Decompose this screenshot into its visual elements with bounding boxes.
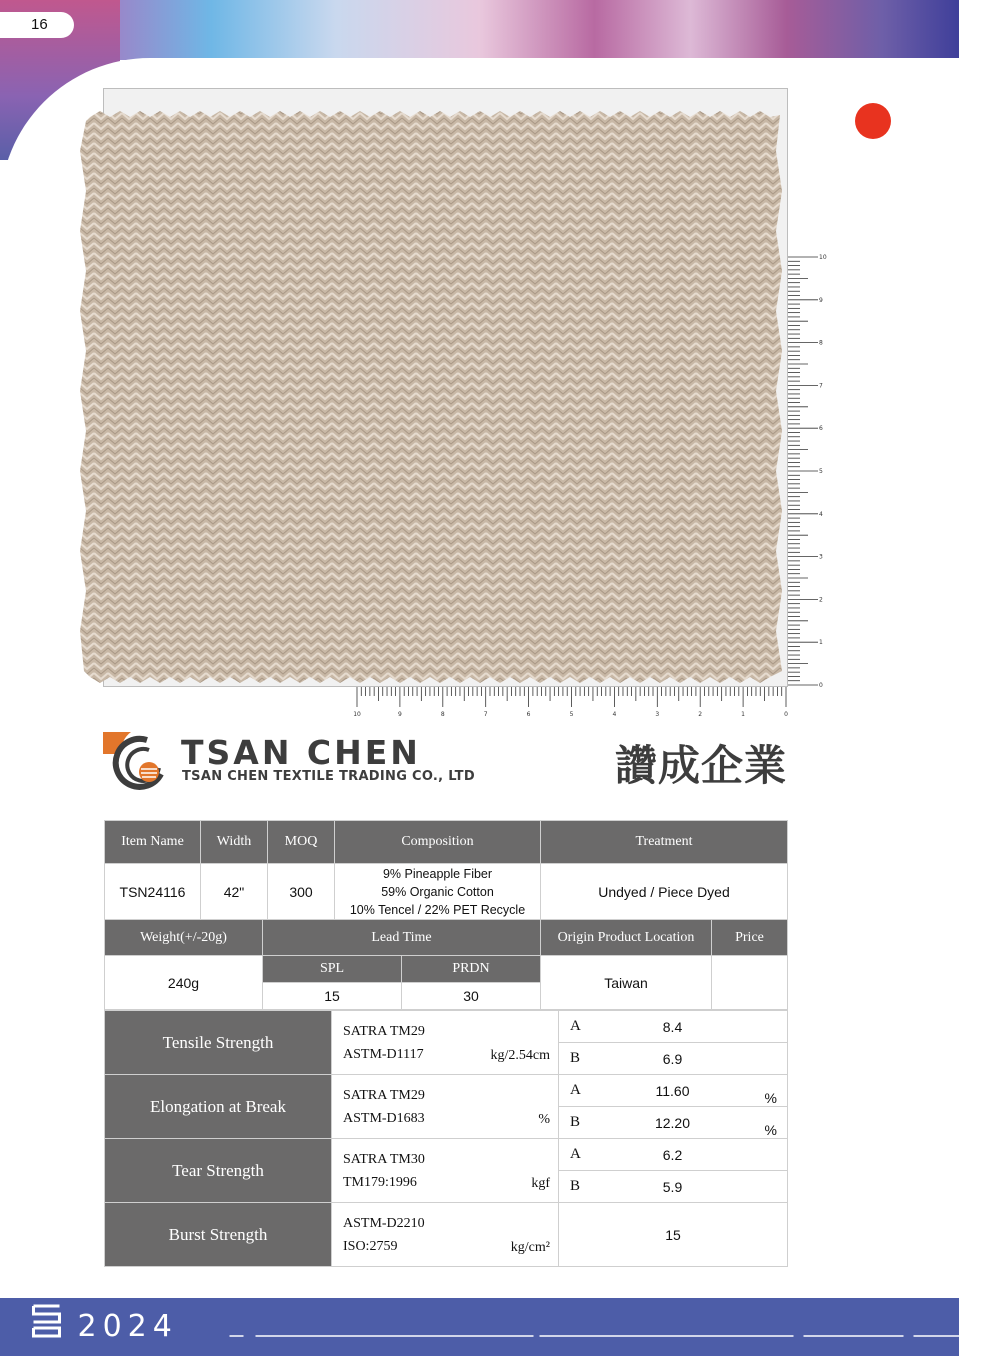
method-line-2: ASTM-D1117: [343, 1046, 424, 1062]
composition-value: [335, 864, 541, 920]
ruler-label: 0: [784, 711, 788, 718]
color-swatch-dot: [855, 103, 891, 139]
ruler-label: 5: [569, 711, 574, 718]
ruler-label: 10: [819, 254, 827, 261]
horizontal-ruler: [355, 686, 789, 722]
direction-b-value: 5.9: [588, 1171, 758, 1203]
test-unit: %: [538, 1111, 550, 1127]
direction-b-label: B: [559, 1043, 588, 1075]
direction-b-unit: [758, 1043, 788, 1075]
test-method-tensile: [332, 1011, 559, 1075]
top-gradient-band: [0, 0, 959, 60]
header-treatment: Treatment: [541, 821, 788, 864]
moq-value: 300: [268, 864, 335, 920]
footer-year-logo: [22, 1300, 982, 1346]
method-line-2: TM179:1996: [343, 1174, 417, 1190]
test-name-elongation: Elongation at Break: [105, 1075, 332, 1139]
header-weight: Weight(+/-20g): [105, 920, 263, 956]
footer-year: 2024: [77, 1309, 178, 1344]
spl-value: 15: [263, 983, 402, 1010]
header-spl: SPL: [263, 956, 402, 983]
ruler-label: 5: [819, 468, 823, 475]
header-composition: Composition: [335, 821, 541, 864]
composition-line-3: 10% Tencel / 22% PET Recycle: [349, 902, 526, 917]
ruler-label: 4: [819, 510, 823, 518]
header-price: Price: [712, 920, 788, 956]
direction-a-unit: [758, 1139, 788, 1171]
test-name-burst: Burst Strength: [105, 1203, 332, 1267]
page-number: 16: [31, 16, 48, 33]
direction-a-value: 8.4: [588, 1011, 758, 1043]
company-logo: [103, 732, 167, 790]
spec-table-main: [104, 820, 788, 920]
origin-value: Taiwan: [541, 956, 712, 1010]
ruler-label: 8: [440, 711, 445, 718]
ruler-label: 7: [483, 711, 488, 718]
direction-a-label: A: [559, 1011, 588, 1043]
test-results-table: [104, 1010, 788, 1267]
test-method-burst: [332, 1203, 559, 1267]
method-line-1: SATRA TM29: [343, 1023, 425, 1039]
header-item-name: Item Name: [105, 821, 201, 864]
vertical-ruler: [788, 255, 828, 687]
company-name: TSAN CHEN TEXTILE TRADING CO., LTD: [182, 769, 475, 784]
ruler-label: 9: [397, 711, 402, 718]
test-method-tear: [332, 1139, 559, 1203]
prdn-value: 30: [402, 983, 541, 1010]
ruler-label: 7: [819, 382, 823, 390]
price-value: [712, 956, 788, 1010]
width-value: 42": [201, 864, 268, 920]
ruler-label: 1: [741, 711, 746, 718]
ruler-label: 8: [819, 339, 823, 347]
ruler-label: 10: [353, 711, 361, 718]
direction-b-value: 6.9: [588, 1043, 758, 1075]
test-name-tear: Tear Strength: [105, 1139, 332, 1203]
method-line-1: ASTM-D2210: [343, 1215, 425, 1231]
ruler-label: 1: [819, 639, 823, 647]
direction-b-label: B: [559, 1171, 588, 1203]
ruler-label: 9: [819, 296, 823, 304]
test-name-tensile: Tensile Strength: [105, 1011, 332, 1075]
header-prdn: PRDN: [402, 956, 541, 983]
header-lead-time: Lead Time: [263, 920, 541, 956]
ruler-label: 6: [526, 711, 531, 718]
test-unit: kg/cm²: [510, 1239, 550, 1255]
direction-b-label: B: [559, 1107, 588, 1139]
direction-a-unit: %: [758, 1075, 788, 1107]
spec-table-secondary: [104, 919, 788, 1010]
fabric-swatch-image: [80, 111, 783, 683]
direction-a-value: 6.2: [588, 1139, 758, 1171]
composition-line-1: 9% Pineapple Fiber: [382, 866, 493, 881]
direction-b-unit: %: [758, 1107, 788, 1139]
brand-chinese-name: 讚成企業: [615, 742, 788, 789]
direction-a-label: A: [559, 1075, 588, 1107]
direction-a-value: 11.60: [588, 1075, 758, 1107]
ruler-label: 2: [698, 711, 703, 718]
ruler-label: 2: [819, 596, 823, 604]
ruler-label: 0: [819, 682, 823, 689]
header-origin: Origin Product Location: [541, 920, 712, 956]
header-width: Width: [201, 821, 268, 864]
burst-value: 15: [559, 1203, 788, 1267]
header-moq: MOQ: [268, 821, 335, 864]
ruler-label: 3: [655, 711, 660, 718]
direction-b-unit: [758, 1171, 788, 1203]
direction-b-value: 12.20: [588, 1107, 758, 1139]
item-name-value: TSN24116: [105, 864, 201, 920]
method-line-1: SATRA TM30: [343, 1151, 425, 1167]
direction-a-label: A: [559, 1139, 588, 1171]
ruler-label: 6: [819, 425, 823, 433]
direction-a-unit: [758, 1011, 788, 1043]
method-line-2: ASTM-D1683: [343, 1110, 425, 1126]
test-unit: kg/2.54cm: [490, 1047, 550, 1063]
method-line-1: SATRA TM29: [343, 1087, 425, 1103]
ruler-label: 4: [612, 711, 617, 718]
test-unit: kgf: [531, 1175, 550, 1191]
weight-value: 240g: [105, 956, 263, 1010]
composition-line-2: 59% Organic Cotton: [381, 884, 494, 899]
ruler-label: 3: [819, 553, 823, 561]
brand-name: TSAN CHEN: [181, 733, 421, 772]
treatment-value: Undyed / Piece Dyed: [541, 864, 788, 920]
method-line-2: ISO:2759: [343, 1238, 398, 1254]
test-method-elongation: [332, 1075, 559, 1139]
